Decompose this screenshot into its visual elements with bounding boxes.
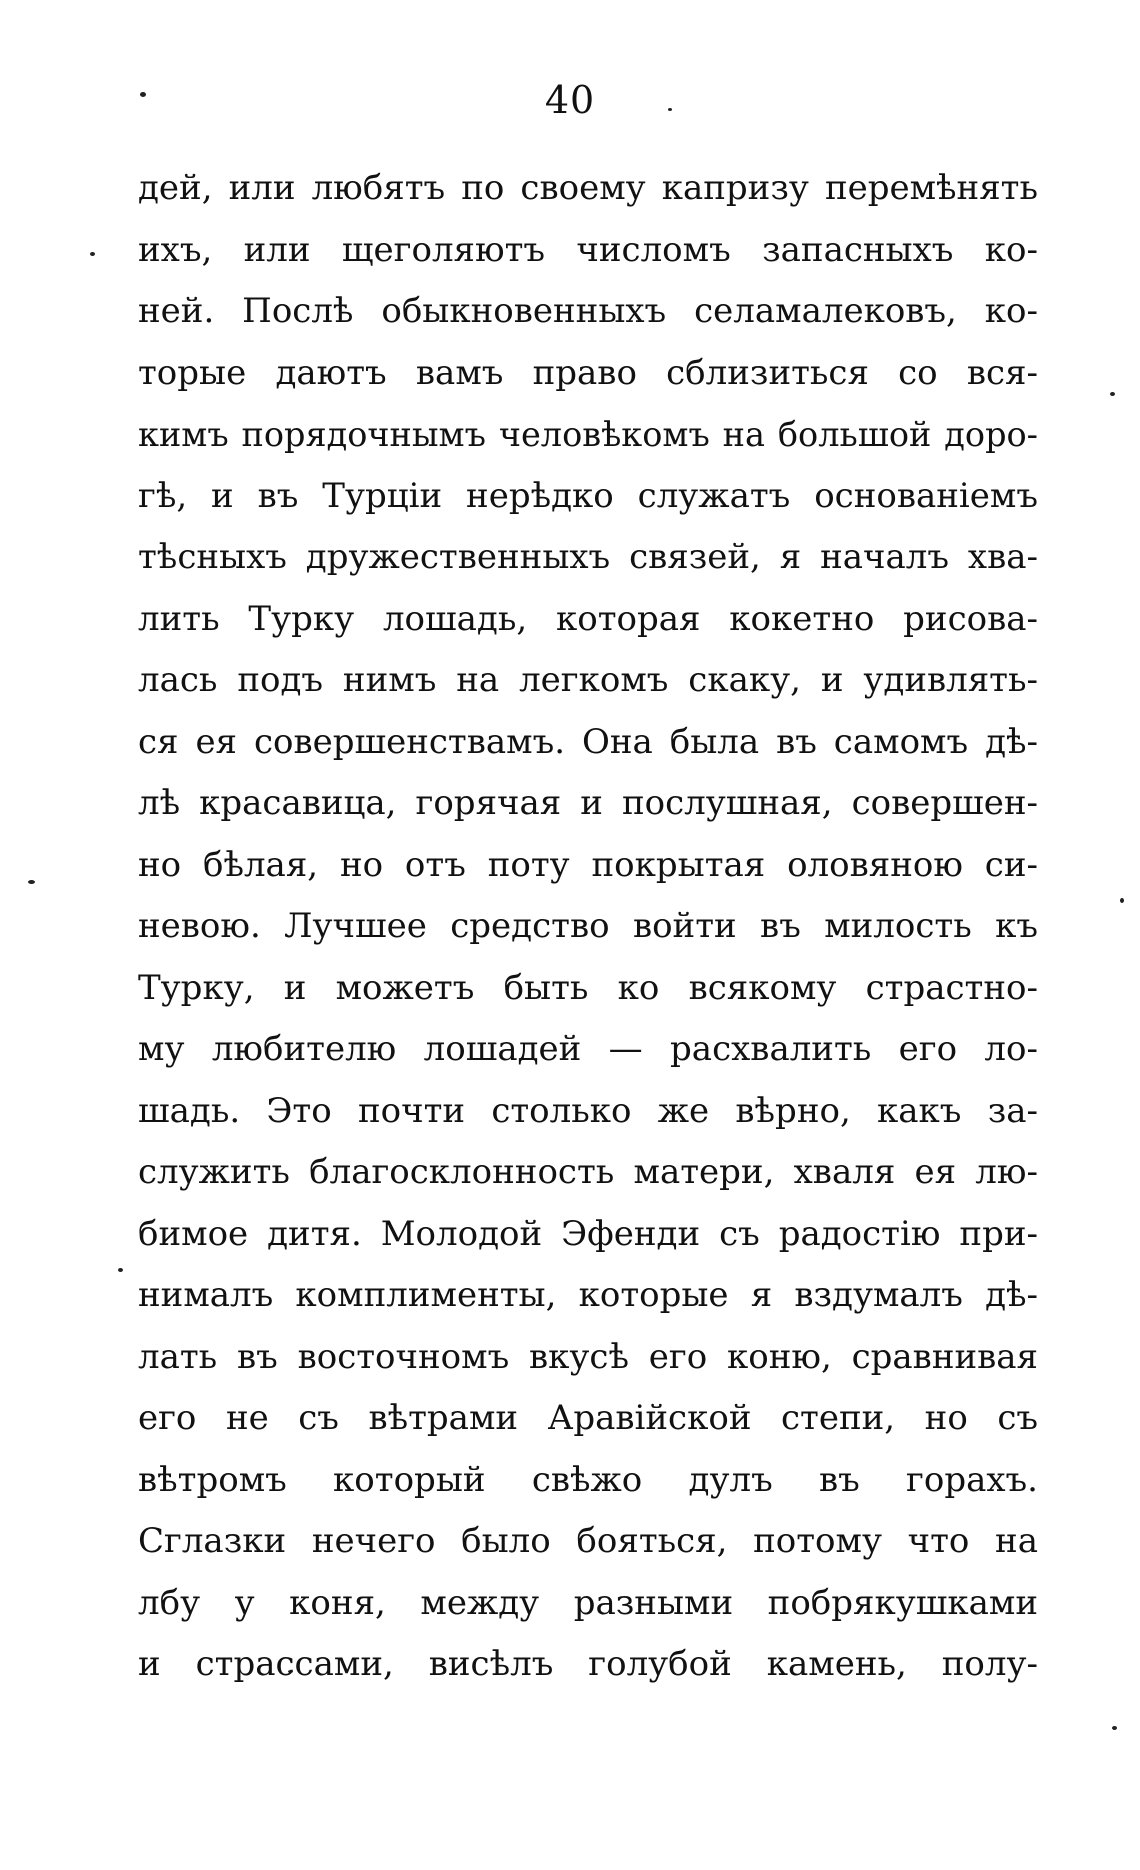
text-line: му любителю лошадей — расхвалить его ло- [138,1029,1038,1069]
text-line: Турку, и можетъ быть ко всякому страстно- [138,967,1038,1008]
text-line: ся ея совершенствамъ. Она была въ самомъ дѣ- [138,721,1038,762]
text-line: лать въ восточномъ вкусѣ его коню, сравнивая [138,1336,1038,1377]
text-line: тѣсныхъ дружественныхъ связей, я началъ хва- [138,537,1038,577]
text-line: бимое дитя. Молодой Эфенди съ радостію при- [138,1213,1038,1254]
text-line: невою. Лучшее средство войти въ милость къ [138,906,1038,946]
text-line: ней. Послѣ обыкновенныхъ селамалековъ, ко- [138,291,1038,331]
text-line: лѣ красавица, горячая и послушная, совершен- [138,783,1038,823]
scan-speck [140,92,146,97]
text-line: и страссами, висѣлъ голубой камень, полу- [138,1644,1038,1684]
text-line: лить Турку лошадь, которая кокетно рисова- [138,598,1038,639]
text-line: лась подъ нимъ на легкомъ скаку, и удивлять- [138,660,1038,700]
scan-speck [90,252,95,256]
text-line: дей, или любятъ по своему капризу перемѣнять [138,168,1038,208]
text-line: вѣтромъ который свѣжо дулъ въ горахъ. [138,1459,1038,1500]
scan-speck [1120,898,1124,903]
text-line: Сглазки нечего было бояться, потому что на [138,1521,1038,1561]
scan-speck [118,1268,123,1272]
text-line: торые даютъ вамъ право сблизиться со вся- [138,352,1038,393]
text-line: нималъ комплименты, которые я вздумалъ дѣ- [138,1275,1038,1315]
scan-speck [1112,1726,1117,1730]
scan-speck [1110,392,1115,396]
text-line: кимъ порядочнымъ человѣкомъ на большой доро- [138,415,1038,454]
scan-speck [28,880,35,884]
body-text [138,158,1038,1696]
text-line: гѣ, и въ Турціи нерѣдко служатъ основаніемъ [138,475,1038,516]
scan-speck [668,108,672,111]
text-line: его не съ вѣтрами Аравійской степи, но съ [138,1398,1038,1438]
text-line: лбу у коня, между разными побрякушками [138,1582,1038,1623]
text-line: шадь. Это почти столько же вѣрно, какъ за- [138,1090,1038,1131]
text-line: но бѣлая, но отъ поту покрытая оловяною си- [138,844,1038,885]
text-line: ихъ, или щеголяютъ числомъ запасныхъ ко- [138,229,1038,270]
page-number: 40 [544,78,596,122]
text-line: служить благосклонность матери, хваля ея лю- [138,1152,1038,1192]
